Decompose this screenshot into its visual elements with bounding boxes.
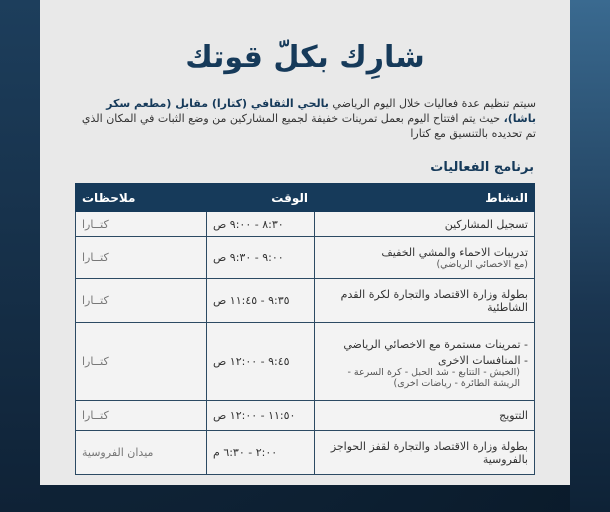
activity-bullet: - تمرينات مستمرة مع الاخصائي الرياضي [343,337,528,351]
intro-location: بالحي الثقافي (كتارا) مقابل (مطعم سكر باشا)، [106,97,536,125]
table-row [76,401,535,431]
activity-cell [315,323,535,401]
notes-cell: كتــارا [76,323,207,401]
intro-part2: حيث يتم افتتاح اليوم بعمل تمرينات خفيفة لجميع المشاركين من وضع الثبات في المكان الذي تم تحديده بالتنسيق مع كتارا [81,112,536,140]
time-cell: ٩:٠٠ - ٩:٣٠ ص [207,237,315,279]
section-title: برنامج الفعاليات [430,160,534,175]
time-cell: ١١:٥٠ - ١٢:٠٠ ص [207,401,315,431]
time-cell: ٩:٣٥ - ١١:٤٥ ص [207,279,315,323]
activity-subtext: (الخيش - التتابع - شد الحبل - كرة السرعة - الريشة الطائرة - رياضات اخرى) [347,366,520,389]
time-cell: ٩:٤٥ - ١٢:٠٠ ص [207,323,315,401]
notes-cell: ميدان الفروسية [76,431,207,475]
table-row [76,212,535,237]
activity-cell: بطولة وزارة الاقتصاد والتجارة لكرة القدم الشاطئية [315,279,535,323]
activity-cell: التتويج [315,401,535,431]
events-table [75,183,535,475]
table-row [76,279,535,323]
activity-bullet: - المنافسات الاخرى [438,353,528,367]
background-right [570,0,610,512]
table-row [76,431,535,475]
notes-cell: كتــارا [76,401,207,431]
activity-cell [315,237,535,279]
notes-cell: كتــارا [76,237,207,279]
header-activity: النشاط [315,184,535,212]
activity-cell: بطولة وزارة الاقتصاد والتجارة لقفز الحواجز بالفروسية [315,431,535,475]
activity-cell: تسجيل المشاركين [315,212,535,237]
notes-cell: كتــارا [76,279,207,323]
table-row [76,323,535,401]
header-time: الوقت [207,184,315,212]
background-left [0,0,40,512]
table-header [76,184,535,212]
header-notes: ملاحظات [76,184,207,212]
content-panel [40,0,570,485]
table-row [76,237,535,279]
activity-text: تدريبات الاحماء والمشي الخفيف [381,245,528,259]
time-cell: ٢:٠٠ - ٦:٣٠ م [207,431,315,475]
activity-subtext: (مع الاخصائي الرياضي) [436,258,528,270]
intro-part1: سيتم تنظيم عدة فعاليات خلال اليوم الرياضي [328,97,536,110]
intro-text [74,96,536,141]
page-title: شارِك بكلّ قوتك [185,40,425,75]
notes-cell: كتــارا [76,212,207,237]
time-cell: ٨:٣٠ - ٩:٠٠ ص [207,212,315,237]
